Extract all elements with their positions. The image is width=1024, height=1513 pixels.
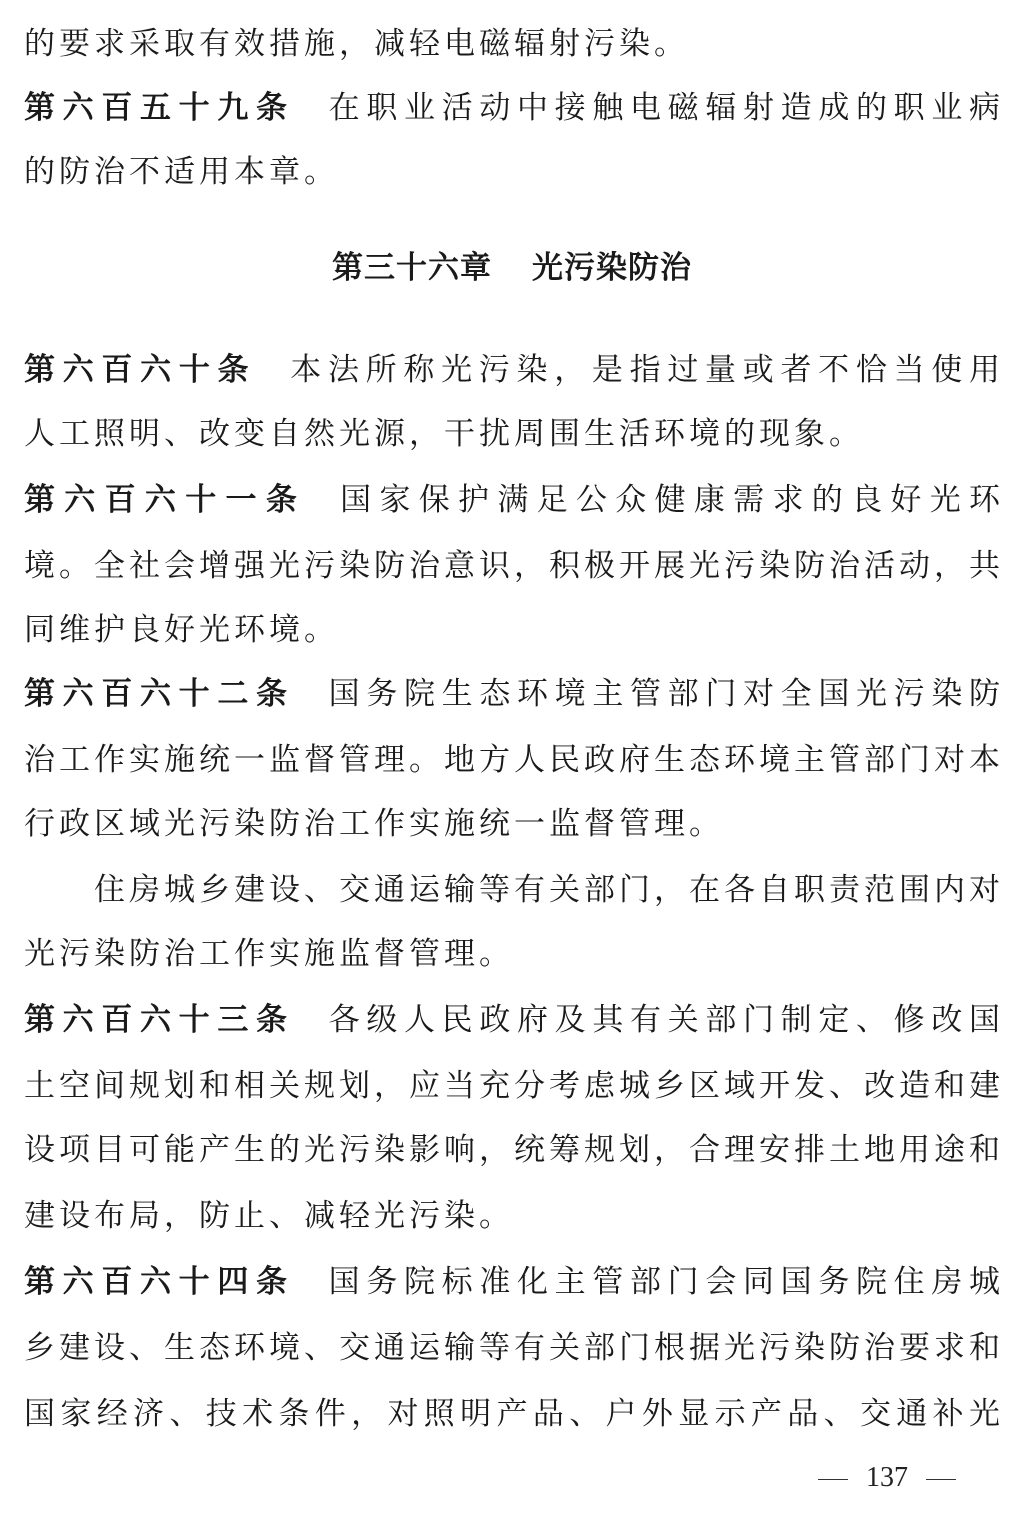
- text-line: [24, 1382, 1000, 1446]
- text-line: [24, 1316, 1000, 1380]
- text-line: [24, 1184, 1000, 1248]
- text-line: [24, 12, 1000, 76]
- text-line: [24, 728, 1000, 792]
- line-text: 本法所称光污染，是指过量或者不恰当使用: [290, 352, 1000, 388]
- text-line: [94, 858, 1000, 922]
- line-text: 的要求采取有效措施，减轻电磁辐射污染。: [24, 26, 689, 62]
- text-line: [24, 140, 1000, 204]
- line-text: 人工照明、改变自然光源，干扰周围生活环境的现象。: [24, 416, 864, 452]
- article-line: [24, 662, 1000, 726]
- line-text: 在职业活动中接触电磁辐射造成的职业病: [328, 90, 1001, 126]
- page-number: 137: [866, 1462, 908, 1493]
- line-text: 国务院标准化主管部门会同国务院住房城: [328, 1264, 1001, 1300]
- article-line: [24, 338, 1000, 402]
- article-line: [24, 76, 1000, 140]
- article-number: 第六百六十一条: [24, 482, 307, 518]
- article-number: 第六百五十九条: [24, 90, 295, 126]
- text-line: [24, 1054, 1000, 1118]
- article-number: 第六百六十三条: [24, 1002, 295, 1038]
- line-text: 土空间规划和相关规划，应当充分考虑城乡区域开发、改造和建: [24, 1068, 1000, 1104]
- line-text: 设项目可能产生的光污染影响，统筹规划，合理安排土地用途和: [24, 1132, 1000, 1168]
- line-text: 住房城乡建设、交通运输等有关部门，在各自职责范围内对: [94, 872, 1000, 908]
- text-line: [24, 792, 1000, 856]
- line-text: 行政区域光污染防治工作实施统一监督管理。: [24, 806, 724, 842]
- article-number: 第六百六十四条: [24, 1264, 295, 1300]
- page-footer: [800, 1458, 1020, 1498]
- line-text: 的防治不适用本章。: [24, 154, 339, 190]
- line-text: 治工作实施统一监督管理。地方人民政府生态环境主管部门对本: [24, 742, 1000, 778]
- article-number: 第六百六十条: [24, 352, 257, 388]
- text-line: [24, 1118, 1000, 1182]
- article-line: [24, 1250, 1000, 1314]
- article-number: 第六百六十二条: [24, 676, 295, 712]
- line-text: 建设布局，防止、减轻光污染。: [24, 1198, 514, 1234]
- chapter-title: 光污染防治: [532, 250, 692, 286]
- text-line: [24, 534, 1000, 598]
- line-text: 各级人民政府及其有关部门制定、修改国: [328, 1002, 1001, 1038]
- line-text: 乡建设、生态环境、交通运输等有关部门根据光污染防治要求和: [24, 1330, 1000, 1366]
- line-text: 光污染防治工作实施监督管理。: [24, 936, 514, 972]
- chapter-number: 第三十六章: [332, 250, 492, 286]
- footer-dash-left: [818, 1479, 848, 1480]
- text-line: [24, 402, 1000, 466]
- footer-dash-right: [926, 1479, 956, 1480]
- text-line: [24, 598, 1000, 662]
- article-line: [24, 988, 1000, 1052]
- article-line: [24, 468, 1000, 532]
- line-text: 国家经济、技术条件，对照明产品、户外显示产品、交通补光: [24, 1396, 1000, 1432]
- line-text: 同维护良好光环境。: [24, 612, 339, 648]
- line-text: 国务院生态环境主管部门对全国光污染防: [328, 676, 1001, 712]
- line-text: 国家保护满足公众健康需求的良好光环: [340, 482, 1001, 518]
- chapter-heading: [0, 236, 1024, 300]
- line-text: 境。全社会增强光污染防治意识，积极开展光污染防治活动，共: [24, 548, 1000, 584]
- text-line: [24, 922, 1000, 986]
